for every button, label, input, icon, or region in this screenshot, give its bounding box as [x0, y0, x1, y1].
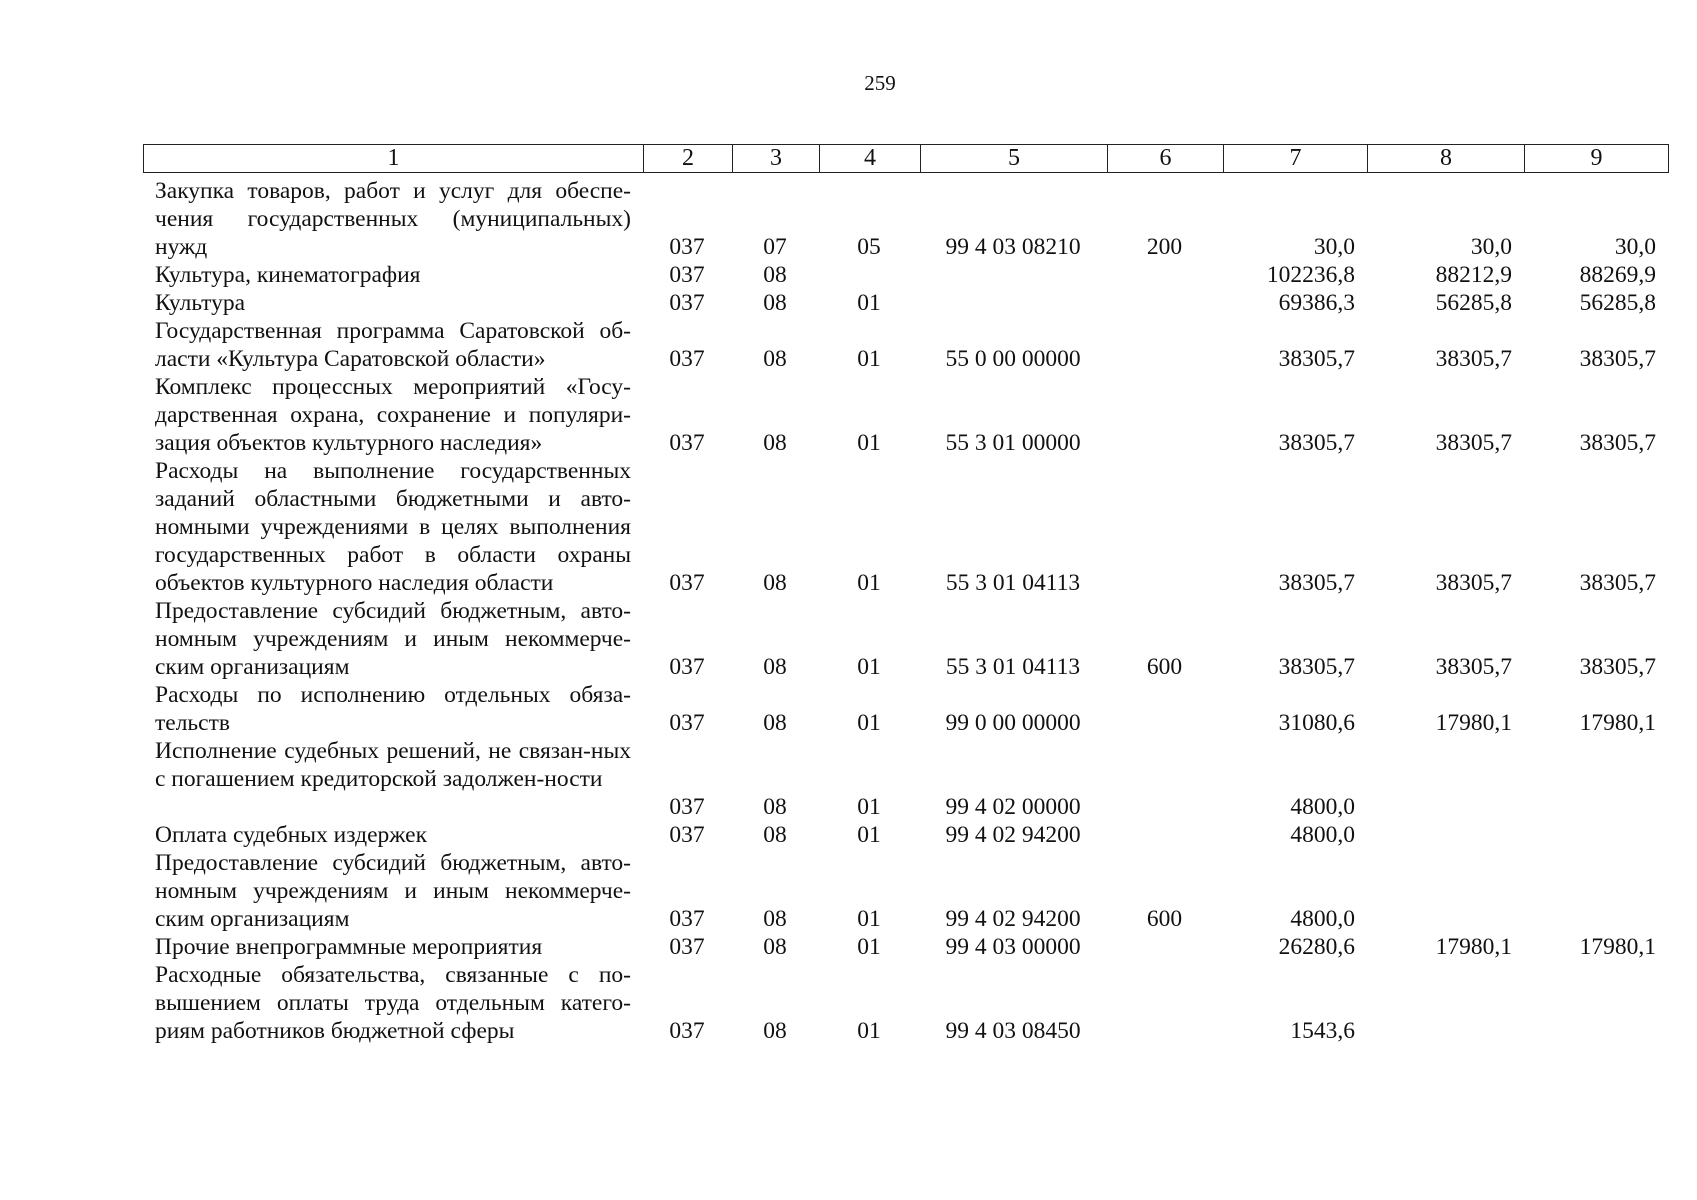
header-col-8: 8 — [1368, 145, 1525, 173]
row-name: Культура, кинематография — [155, 262, 421, 288]
row-col-5: 99 4 03 08450 — [945, 1018, 1081, 1044]
row-col-8: 38305,7 — [1435, 570, 1512, 596]
header-col-4: 4 — [820, 145, 921, 173]
row-col-7: 26280,6 — [1278, 934, 1355, 960]
row-col-7: 69386,3 — [1278, 290, 1355, 316]
row-col-4: 01 — [857, 794, 881, 820]
row-col-3: 08 — [763, 654, 787, 680]
table-row — [0, 177, 1697, 261]
row-col-8: 38305,7 — [1435, 430, 1512, 456]
row-col-2: 037 — [669, 710, 705, 736]
row-col-3: 08 — [763, 934, 787, 960]
row-name: Государственная программа Саратовской об-ласти «Культура Саратовской области» — [155, 318, 631, 372]
header-col-7: 7 — [1224, 145, 1368, 173]
row-col-7: 30,0 — [1313, 234, 1355, 260]
row-col-5: 99 4 02 94200 — [945, 906, 1081, 932]
table-row — [0, 737, 1697, 821]
row-col-5: 55 0 00 00000 — [945, 346, 1081, 372]
row-col-6: 600 — [1146, 654, 1183, 680]
row-name: Предоставление субсидий бюджетным, авто-номным учреждениям и иным некоммерче-ским организациям — [155, 850, 631, 932]
table-row — [0, 961, 1697, 1045]
row-col-8: 30,0 — [1470, 234, 1512, 260]
row-name: Расходы по исполнению отдельных обяза-тельств — [155, 682, 631, 736]
row-col-9: 56285,8 — [1579, 290, 1656, 316]
header-col-1: 1 — [144, 145, 644, 173]
table-row — [0, 849, 1697, 933]
row-name: Исполнение судебных решений, не связан-ных с погашением кредиторской задолжен-ности — [155, 738, 631, 792]
table-row — [0, 373, 1697, 457]
row-col-3: 08 — [763, 710, 787, 736]
row-name: Предоставление субсидий бюджетным, авто-номным учреждениям и иным некоммерче-ским организациям — [155, 598, 631, 680]
row-col-3: 08 — [763, 262, 787, 288]
row-col-3: 08 — [763, 346, 787, 372]
table-row — [0, 821, 1697, 849]
row-col-5: 55 3 01 04113 — [945, 570, 1081, 596]
header-col-6: 6 — [1108, 145, 1224, 173]
row-col-7: 38305,7 — [1278, 346, 1355, 372]
row-col-5: 99 4 02 00000 — [945, 794, 1081, 820]
row-col-5: 55 3 01 04113 — [945, 654, 1081, 680]
table-row — [0, 681, 1697, 737]
row-col-4: 01 — [857, 290, 881, 316]
row-col-4: 05 — [857, 234, 881, 260]
row-col-2: 037 — [669, 346, 705, 372]
row-col-8: 38305,7 — [1435, 346, 1512, 372]
row-col-2: 037 — [669, 654, 705, 680]
row-col-7: 38305,7 — [1278, 654, 1355, 680]
row-col-3: 08 — [763, 1018, 787, 1044]
row-name: Прочие внепрограммные мероприятия — [155, 934, 543, 960]
row-col-4: 01 — [857, 822, 881, 848]
row-col-2: 037 — [669, 234, 705, 260]
row-col-4: 01 — [857, 1018, 881, 1044]
row-col-5: 99 4 03 08210 — [945, 234, 1081, 260]
row-col-4: 01 — [857, 430, 881, 456]
row-col-7: 102236,8 — [1266, 262, 1355, 288]
table-row — [0, 289, 1697, 317]
row-col-9: 17980,1 — [1579, 934, 1656, 960]
table-row — [0, 597, 1697, 681]
row-col-2: 037 — [669, 934, 705, 960]
row-col-9: 38305,7 — [1579, 430, 1656, 456]
row-col-8: 17980,1 — [1435, 934, 1512, 960]
row-name: Оплата судебных издержек — [155, 822, 428, 848]
row-col-8: 88212,9 — [1435, 262, 1512, 288]
row-col-5: 99 0 00 00000 — [945, 710, 1081, 736]
row-col-3: 08 — [763, 290, 787, 316]
row-col-9: 38305,7 — [1579, 346, 1656, 372]
header-col-5: 5 — [921, 145, 1108, 173]
row-col-3: 08 — [763, 794, 787, 820]
row-col-8: 17980,1 — [1435, 710, 1512, 736]
row-col-4: 01 — [857, 934, 881, 960]
table-row — [0, 457, 1697, 597]
page-number: 259 — [864, 71, 896, 95]
row-col-3: 08 — [763, 822, 787, 848]
row-col-2: 037 — [669, 290, 705, 316]
row-col-3: 08 — [763, 570, 787, 596]
row-col-7: 1543,6 — [1290, 1018, 1355, 1044]
header-col-2: 2 — [644, 145, 733, 173]
row-col-9: 38305,7 — [1579, 570, 1656, 596]
row-col-2: 037 — [669, 570, 705, 596]
row-col-6: 200 — [1146, 234, 1183, 260]
row-col-3: 08 — [763, 906, 787, 932]
row-col-7: 4800,0 — [1290, 794, 1355, 820]
row-col-9: 30,0 — [1614, 234, 1656, 260]
row-col-4: 01 — [857, 570, 881, 596]
header-col-3: 3 — [733, 145, 820, 173]
row-name: Комплекс процессных мероприятий «Госу-дарственная охрана, сохранение и популяри-зация объектов культурного наследия» — [155, 374, 631, 456]
row-col-4: 01 — [857, 710, 881, 736]
row-col-2: 037 — [669, 906, 705, 932]
row-col-2: 037 — [669, 794, 705, 820]
row-col-9: 17980,1 — [1579, 710, 1656, 736]
row-col-3: 08 — [763, 430, 787, 456]
row-col-8: 38305,7 — [1435, 654, 1512, 680]
row-col-7: 4800,0 — [1290, 822, 1355, 848]
row-col-7: 4800,0 — [1290, 906, 1355, 932]
row-col-5: 99 4 02 94200 — [945, 822, 1081, 848]
row-col-7: 38305,7 — [1278, 570, 1355, 596]
row-name: Закупка товаров, работ и услуг для обеспе-чения государственных (муниципальных) нужд — [155, 178, 631, 260]
row-col-6: 600 — [1146, 906, 1183, 932]
row-name: Культура — [155, 290, 246, 316]
row-col-2: 037 — [669, 1018, 705, 1044]
row-col-9: 88269,9 — [1579, 262, 1656, 288]
table-row — [0, 933, 1697, 961]
row-col-7: 31080,6 — [1278, 710, 1355, 736]
row-name: Расходные обязательства, связанные с по-вышением оплаты труда отдельным катего-риям работников бюджетной сферы — [155, 962, 631, 1044]
table-row — [0, 261, 1697, 289]
row-col-5: 55 3 01 00000 — [945, 430, 1081, 456]
table-row — [0, 317, 1697, 373]
row-col-5: 99 4 03 00000 — [945, 934, 1081, 960]
row-col-2: 037 — [669, 822, 705, 848]
row-col-4: 01 — [857, 906, 881, 932]
row-col-9: 38305,7 — [1579, 654, 1656, 680]
row-col-2: 037 — [669, 262, 705, 288]
row-col-3: 07 — [763, 234, 787, 260]
row-col-4: 01 — [857, 654, 881, 680]
row-col-8: 56285,8 — [1435, 290, 1512, 316]
table-header — [143, 144, 1669, 173]
header-col-9: 9 — [1525, 145, 1669, 173]
row-col-7: 38305,7 — [1278, 430, 1355, 456]
row-name: Расходы на выполнение государственных заданий областными бюджетными и авто-номными учреждениями в целях выполнения государственных работ в области охраны объектов культурного наследия области — [155, 458, 631, 596]
row-col-2: 037 — [669, 430, 705, 456]
row-col-4: 01 — [857, 346, 881, 372]
